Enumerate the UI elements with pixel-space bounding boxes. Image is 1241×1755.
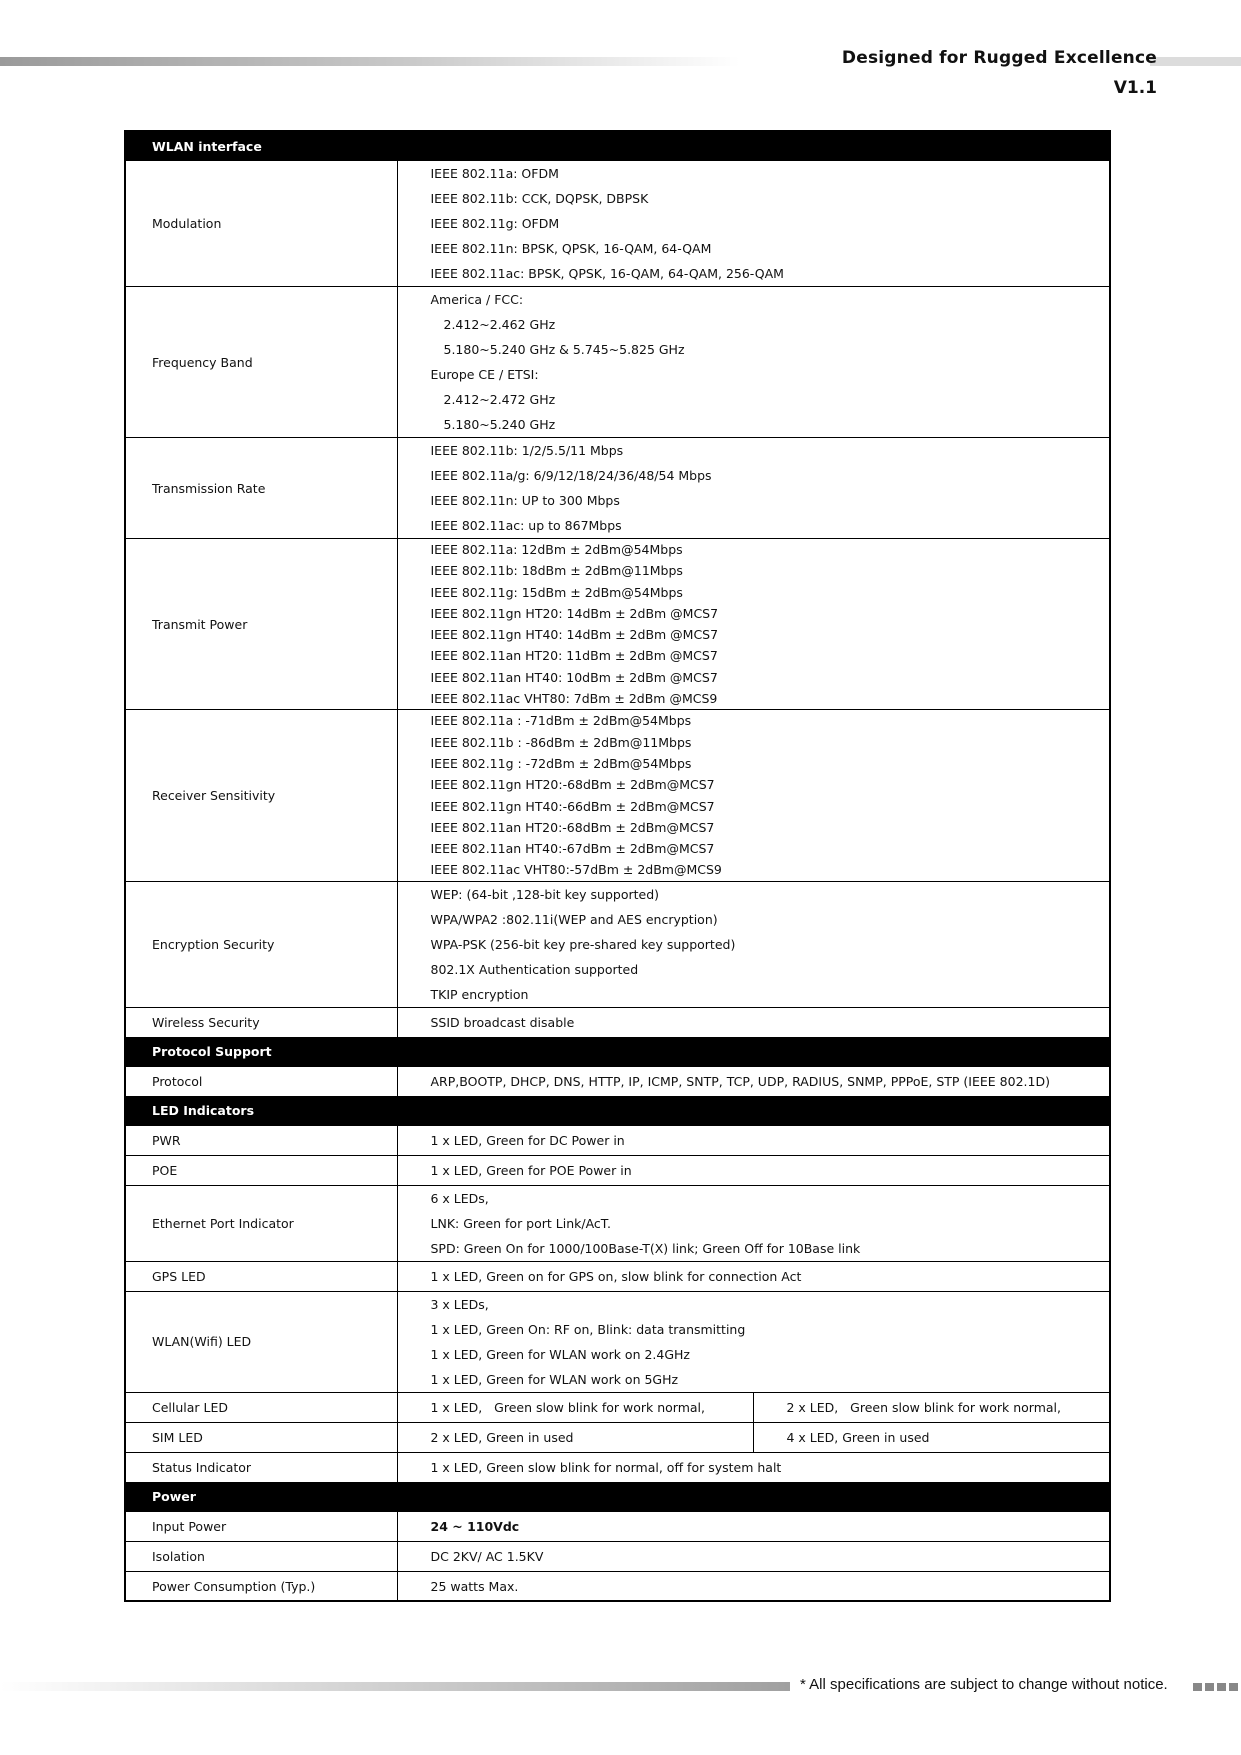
spec-line: IEEE 802.11gn HT40: 14dBm ± 2dBm @MCS7 [430,627,719,643]
spec-label: Encryption Security [125,881,397,1007]
header-decor-bar [0,57,740,66]
spec-line: 3 x LEDs, [430,1296,489,1312]
header-title: Designed for Rugged Excellence [841,48,1157,68]
spec-row [125,438,1110,539]
spec-value [397,1185,1110,1261]
spec-label: Modulation [125,161,397,287]
spec-row [125,1066,1110,1096]
spec-line: America / FCC: [430,292,524,307]
spec-value: SSID broadcast disable [397,1007,1110,1037]
spec-value [397,881,1110,1007]
spec-label: Wireless Security [125,1007,397,1037]
spec-value-col2: 4 x LED, Green in used [753,1422,1110,1452]
spec-row [125,1185,1110,1261]
spec-line: 802.1X Authentication supported [430,961,639,977]
section-header [125,1037,1110,1066]
spec-value [397,1291,1110,1392]
spec-line: IEEE 802.11n: BPSK, QPSK, 16-QAM, 64-QAM [430,241,712,256]
header-decor-bar-right [1150,57,1241,66]
spec-value-col2: 2 x LED, Green slow blink for work normal, [753,1392,1110,1422]
spec-label: Input Power [125,1511,397,1541]
spec-value: ARP,BOOTP, DHCP, DNS, HTTP, IP, ICMP, SNTP, TCP, UDP, RADIUS, SNMP, PPPoE, STP (IEEE 802.1D) [397,1066,1110,1096]
section-title: WLAN interface [125,131,397,161]
spec-label: Cellular LED [125,1392,397,1422]
spec-row [125,539,1110,710]
spec-value [397,710,1110,881]
footer-squares-decor [1193,1683,1238,1691]
footer-square [1217,1683,1226,1691]
spec-line: 1 x LED, Green for WLAN work on 2.4GHz [430,1346,690,1362]
spec-line: IEEE 802.11a: 12dBm ± 2dBm@54Mbps [430,542,683,557]
spec-line: IEEE 802.11a : -71dBm ± 2dBm@54Mbps [430,713,692,729]
section-header [125,1096,1110,1125]
spec-label: Ethernet Port Indicator [125,1185,397,1261]
spec-line: IEEE 802.11g : -72dBm ± 2dBm@54Mbps [430,755,692,771]
footer-square [1229,1683,1238,1691]
spec-label: GPS LED [125,1261,397,1291]
spec-row [125,1125,1110,1155]
spec-line: 2.412~2.462 GHz [443,317,556,332]
spec-value-col1: 1 x LED, Green slow blink for work normal, [397,1392,753,1422]
footer-note: * All specifications are subject to change without notice. [800,1676,1168,1693]
spec-value: 24 ~ 110Vdc [397,1511,1110,1541]
spec-line: IEEE 802.11a: OFDM [430,166,559,181]
spec-label: Protocol [125,1066,397,1096]
spec-line: IEEE 802.11g: 15dBm ± 2dBm@54Mbps [430,584,683,600]
spec-line: IEEE 802.11an HT20: 11dBm ± 2dBm @MCS7 [430,648,718,664]
spec-label: Frequency Band [125,287,397,438]
section-title: LED Indicators [125,1096,397,1125]
spec-line: IEEE 802.11a/g: 6/9/12/18/24/36/48/54 Mbps [430,468,712,483]
spec-value [397,539,1110,710]
spec-line: IEEE 802.11an HT40: 10dBm ± 2dBm @MCS7 [430,669,718,685]
section-header [125,131,1110,161]
spec-label: PWR [125,1125,397,1155]
spec-line: IEEE 802.11ac: BPSK, QPSK, 16-QAM, 64-QAM, 256-QAM [430,266,784,281]
spec-line: 6 x LEDs, [430,1190,489,1206]
spec-row [125,1392,1110,1422]
spec-row [125,1291,1110,1392]
spec-line: TKIP encryption [430,986,529,1002]
footer-square [1205,1683,1214,1691]
spec-line: IEEE 802.11b: CCK, DQPSK, DBPSK [430,191,649,206]
spec-value [397,287,1110,438]
spec-line: IEEE 802.11gn HT20: 14dBm ± 2dBm @MCS7 [430,605,719,621]
spec-line: 1 x LED, Green On: RF on, Blink: data transmitting [430,1321,746,1337]
spec-value: 1 x LED, Green on for GPS on, slow blink for connection Act [397,1261,1110,1291]
spec-row [125,1155,1110,1185]
spec-value [397,161,1110,287]
section-title: Protocol Support [125,1037,397,1066]
footer-decor-bar [0,1682,790,1691]
spec-value: 25 watts Max. [397,1571,1110,1601]
spec-line: LNK: Green for port Link/AcT. [430,1215,611,1231]
spec-line: IEEE 802.11g: OFDM [430,216,560,231]
spec-label: Transmission Rate [125,438,397,539]
spec-row [125,1007,1110,1037]
spec-line: WPA/WPA2 :802.11i(WEP and AES encryption) [430,911,718,927]
spec-line: 5.180~5.240 GHz [443,417,556,432]
spec-line: WEP: (64-bit ,128-bit key supported) [430,886,660,902]
spec-row [125,1571,1110,1601]
spec-line: 2.412~2.472 GHz [443,392,556,407]
spec-line: WPA-PSK (256-bit key pre-shared key supported) [430,936,736,952]
spec-line: IEEE 802.11n: UP to 300 Mbps [430,493,620,508]
spec-line: IEEE 802.11b: 1/2/5.5/11 Mbps [430,443,624,458]
spec-line: IEEE 802.11an HT40:-67dBm ± 2dBm@MCS7 [430,841,715,857]
spec-line: IEEE 802.11ac VHT80: 7dBm ± 2dBm @MCS9 [430,691,718,707]
spec-label: POE [125,1155,397,1185]
spec-line: IEEE 802.11gn HT20:-68dBm ± 2dBm@MCS7 [430,777,715,793]
spec-row [125,710,1110,881]
spec-line: IEEE 802.11ac: up to 867Mbps [430,518,622,533]
spec-row [125,287,1110,438]
spec-value [397,438,1110,539]
spec-table [124,130,1111,1602]
spec-line: Europe CE / ETSI: [430,367,539,382]
section-header [125,1482,1110,1511]
spec-row [125,161,1110,287]
spec-line: IEEE 802.11b: 18dBm ± 2dBm@11Mbps [430,563,683,579]
spec-row [125,1422,1110,1452]
spec-line: IEEE 802.11gn HT40:-66dBm ± 2dBm@MCS7 [430,798,715,814]
spec-value: 1 x LED, Green for DC Power in [397,1125,1110,1155]
spec-label: SIM LED [125,1422,397,1452]
spec-label: Receiver Sensitivity [125,710,397,881]
footer-square [1193,1683,1202,1691]
spec-label: Status Indicator [125,1452,397,1482]
spec-label: WLAN(Wifi) LED [125,1291,397,1392]
spec-row [125,881,1110,1007]
spec-row [125,1261,1110,1291]
spec-line: IEEE 802.11an HT20:-68dBm ± 2dBm@MCS7 [430,819,715,835]
spec-row [125,1541,1110,1571]
spec-line: SPD: Green On for 1000/100Base-T(X) link; Green Off for 10Base link [430,1240,861,1256]
spec-line: 5.180~5.240 GHz & 5.745~5.825 GHz [443,342,685,357]
spec-label: Isolation [125,1541,397,1571]
spec-line: IEEE 802.11b : -86dBm ± 2dBm@11Mbps [430,734,692,750]
spec-row [125,1511,1110,1541]
spec-value: 1 x LED, Green for POE Power in [397,1155,1110,1185]
spec-line: IEEE 802.11ac VHT80:-57dBm ± 2dBm@MCS9 [430,862,722,878]
spec-label: Transmit Power [125,539,397,710]
section-title: Power [125,1482,397,1511]
spec-label: Power Consumption (Typ.) [125,1571,397,1601]
spec-line: 1 x LED, Green for WLAN work on 5GHz [430,1371,679,1387]
spec-value: DC 2KV/ AC 1.5KV [397,1541,1110,1571]
spec-value-col1: 2 x LED, Green in used [397,1422,753,1452]
spec-value: 1 x LED, Green slow blink for normal, off for system halt [397,1452,1110,1482]
spec-row [125,1452,1110,1482]
header-version: V1.1 [1113,78,1157,98]
